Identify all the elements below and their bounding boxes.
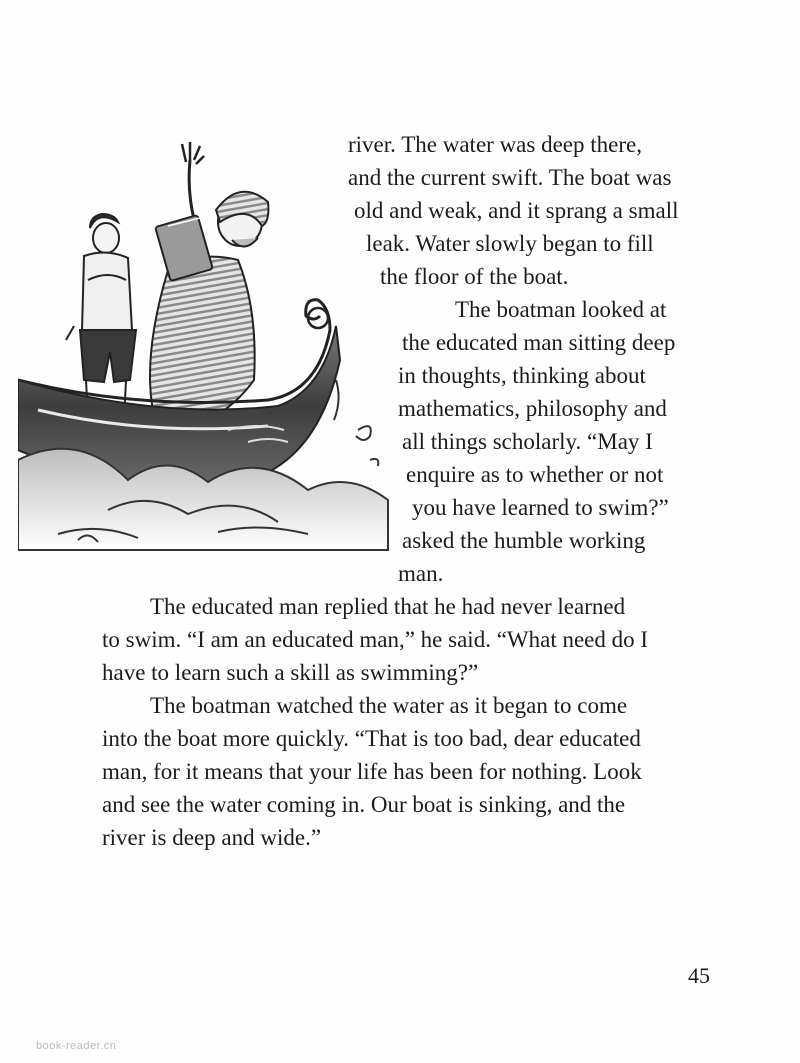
story-line: to swim. “I am an educated man,” he said. “What need do I <box>102 627 649 652</box>
page-number: 45 <box>688 963 710 988</box>
story-line: asked the humble working <box>402 528 646 553</box>
story-line: the floor of the boat. <box>380 264 569 289</box>
story-line: leak. Water slowly began to fill <box>366 231 654 256</box>
story-line: The boatman looked at <box>455 297 667 322</box>
boat-illustration <box>18 130 408 570</box>
story-line: you have learned to swim?” <box>412 495 669 520</box>
story-line: The educated man replied that he had never learned <box>150 594 626 619</box>
story-line: enquire as to whether or not <box>406 462 664 487</box>
story-line: into the boat more quickly. “That is too bad, dear educated <box>102 726 641 751</box>
story-line: and the current swift. The boat was <box>348 165 672 190</box>
story-line: in thoughts, thinking about <box>398 363 646 388</box>
story-line: man, for it means that your life has been for nothing. Look <box>102 759 642 784</box>
story-line: and see the water coming in. Our boat is sinking, and the <box>102 792 626 817</box>
story-line: old and weak, and it sprang a small <box>354 198 679 223</box>
story-line: the educated man sitting deep <box>402 330 676 355</box>
story-line: mathematics, philosophy and <box>398 396 667 421</box>
watermark: book-reader.cn <box>36 1040 117 1052</box>
educated-man-figure <box>150 142 268 430</box>
story-line: river. The water was deep there, <box>348 132 642 157</box>
story-line: The boatman watched the water as it began to come <box>150 693 628 718</box>
boatman-figure <box>66 214 136 420</box>
story-line: river is deep and wide.” <box>102 825 322 850</box>
story-line: have to learn such a skill as swimming?” <box>102 660 479 685</box>
story-line: all things scholarly. “May I <box>402 429 653 454</box>
story-line: man. <box>398 561 444 586</box>
